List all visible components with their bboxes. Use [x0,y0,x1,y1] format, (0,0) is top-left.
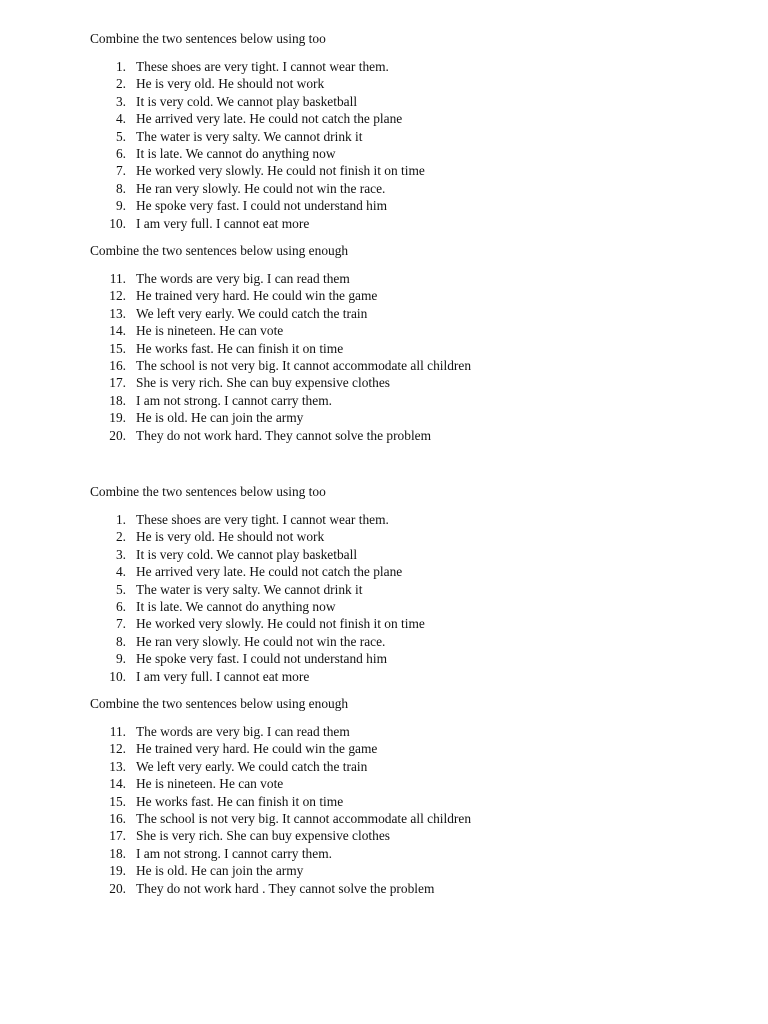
item-number: 14. [109,776,126,792]
item-number: 7. [115,163,126,179]
too-exercise-heading: Combine the two sentences below using too [90,484,326,499]
item-number: 10. [109,215,126,231]
item-text: I am very full. I cannot eat more [136,215,310,231]
item-text: He is old. He can join the army [136,863,304,879]
item-text: He is old. He can join the army [136,410,304,426]
item-number: 6. [115,145,126,161]
item-number: 13. [109,758,126,774]
item-text: The school is not very big. It cannot accommodate all children [136,810,472,826]
item-number: 5. [115,581,126,597]
too-exercise-heading: Combine the two sentences below using too [90,31,326,46]
item-text: The water is very salty. We cannot drink it [136,128,363,144]
item-text: He arrived very late. He could not catch the plane [136,564,403,580]
item-number: 2. [115,76,126,92]
item-text: The words are very big. I can read them [136,271,350,286]
item-text: We left very early. We could catch the train [136,305,368,321]
item-number: 8. [115,180,126,196]
item-text: He trained very hard. He could win the game [136,741,378,757]
item-text: She is very rich. She can buy expensive clothes [136,828,390,844]
item-number: 20. [109,880,126,896]
item-text: He worked very slowly. He could not finish it on time [136,616,425,632]
item-text: It is late. We cannot do anything now [136,598,336,614]
item-text: We left very early. We could catch the train [136,758,368,774]
item-number: 1. [115,59,126,74]
item-number: 20. [109,427,126,443]
item-text: He trained very hard. He could win the game [136,288,378,304]
item-number: 11. [109,271,126,286]
item-number: 3. [115,546,126,562]
item-text: He is very old. He should not work [136,76,325,92]
item-text: The school is not very big. It cannot accommodate all children [136,357,472,373]
item-text: I am very full. I cannot eat more [136,668,310,684]
item-text: He works fast. He can finish it on time [136,793,344,809]
item-number: 18. [109,845,126,861]
item-text: She is very rich. She can buy expensive clothes [136,375,390,391]
item-text: He is very old. He should not work [136,529,325,545]
item-text: I am not strong. I cannot carry them. [136,392,332,408]
item-number: 2. [115,529,126,545]
enough-exercise-heading: Combine the two sentences below using enough [90,243,349,258]
item-number: 12. [109,288,126,304]
item-text: The words are very big. I can read them [136,724,350,739]
item-number: 17. [109,828,126,844]
item-number: 15. [109,340,126,356]
item-number: 15. [109,793,126,809]
item-number: 13. [109,305,126,321]
item-number: 19. [109,410,126,426]
item-number: 14. [109,323,126,339]
item-text: He arrived very late. He could not catch the plane [136,111,403,127]
item-text: They do not work hard . They cannot solve the problem [136,880,435,896]
item-text: It is very cold. We cannot play basketball [136,93,358,109]
item-number: 5. [115,128,126,144]
item-text: He is nineteen. He can vote [136,776,284,792]
item-number: 4. [115,111,126,127]
item-number: 9. [115,198,126,214]
item-number: 17. [109,375,126,391]
item-text: He spoke very fast. I could not understand him [136,651,388,667]
item-text: These shoes are very tight. I cannot wear them. [136,59,389,74]
item-text: He works fast. He can finish it on time [136,340,344,356]
item-text: He worked very slowly. He could not finish it on time [136,163,425,179]
item-text: They do not work hard. They cannot solve the problem [136,427,432,443]
item-number: 3. [115,93,126,109]
item-number: 10. [109,668,126,684]
item-number: 6. [115,598,126,614]
item-text: It is late. We cannot do anything now [136,145,336,161]
item-number: 16. [109,810,126,826]
item-text: The water is very salty. We cannot drink it [136,581,363,597]
item-number: 16. [109,357,126,373]
item-number: 12. [109,741,126,757]
item-text: He is nineteen. He can vote [136,323,284,339]
item-number: 11. [109,724,126,739]
item-text: He ran very slowly. He could not win the race. [136,633,386,649]
item-number: 4. [115,564,126,580]
item-text: I am not strong. I cannot carry them. [136,845,332,861]
item-number: 7. [115,616,126,632]
item-number: 19. [109,863,126,879]
item-number: 1. [115,512,126,527]
item-number: 18. [109,392,126,408]
item-number: 9. [115,651,126,667]
item-text: He spoke very fast. I could not understand him [136,198,388,214]
item-number: 8. [115,633,126,649]
enough-exercise-heading: Combine the two sentences below using enough [90,696,349,711]
item-text: It is very cold. We cannot play basketball [136,546,358,562]
item-text: These shoes are very tight. I cannot wear them. [136,512,389,527]
item-text: He ran very slowly. He could not win the race. [136,180,386,196]
